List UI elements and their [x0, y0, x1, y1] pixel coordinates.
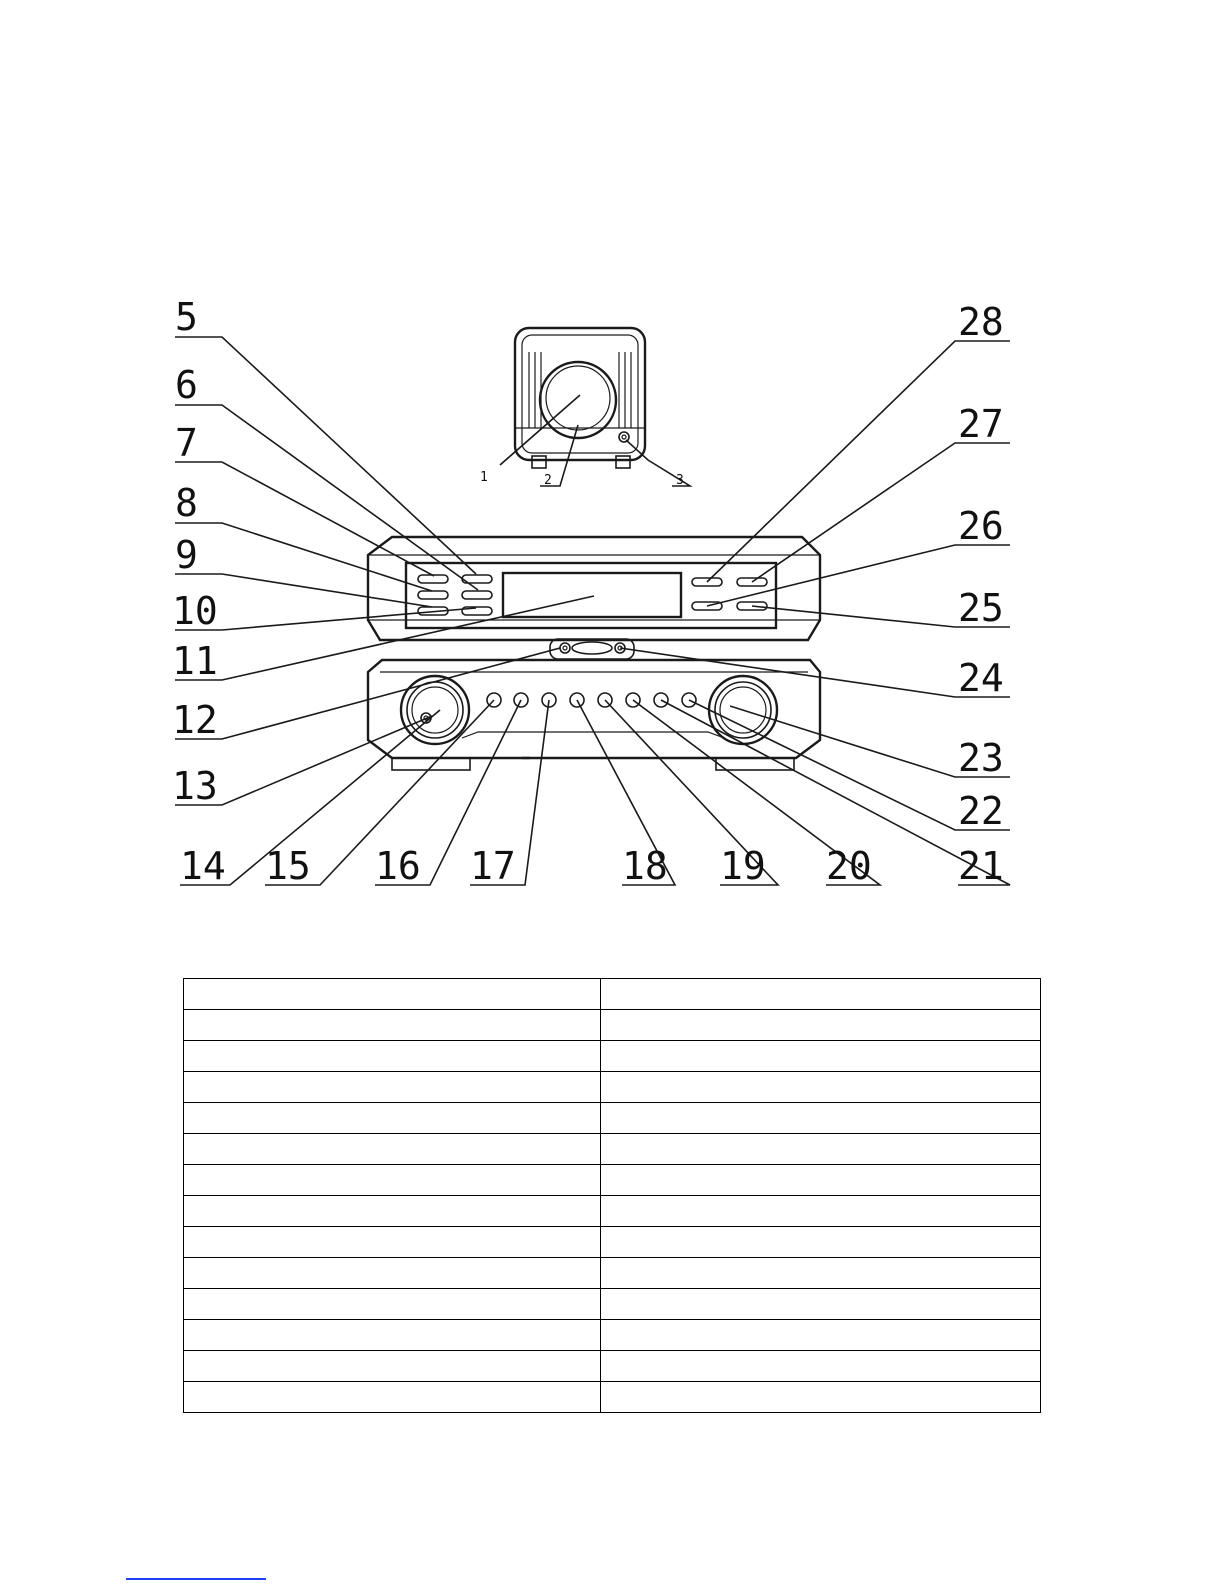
table-row — [184, 1289, 1041, 1320]
table-cell-right — [601, 1134, 1041, 1165]
table-cell-left — [184, 1072, 601, 1103]
callout-20: 20 — [826, 844, 872, 888]
table-row — [184, 1320, 1041, 1351]
table-cell-right — [601, 1320, 1041, 1351]
amplifier-unit — [368, 537, 820, 770]
callout-23: 23 — [958, 736, 1004, 780]
table-cell-right — [601, 1382, 1041, 1413]
table-row — [184, 1041, 1041, 1072]
table-row — [184, 1103, 1041, 1134]
callout-7: 7 — [175, 421, 198, 465]
table-cell-right — [601, 1289, 1041, 1320]
table-row — [184, 1351, 1041, 1382]
table-cell-right — [601, 979, 1041, 1010]
callout-24: 24 — [958, 656, 1004, 700]
table-cell-left — [184, 1382, 601, 1413]
callout-numbers — [172, 295, 1004, 888]
callout-14: 14 — [180, 844, 226, 888]
table-row — [184, 1165, 1041, 1196]
callout-17: 17 — [470, 844, 516, 888]
table-cell-right — [601, 1072, 1041, 1103]
table-cell-left — [184, 1103, 601, 1134]
callout-18: 18 — [622, 844, 668, 888]
parts-table — [183, 978, 1041, 1413]
callout-22: 22 — [958, 789, 1004, 833]
table-cell-left — [184, 1227, 601, 1258]
callout-13: 13 — [172, 764, 218, 808]
table-cell-left — [184, 1351, 601, 1382]
table-cell-right — [601, 1227, 1041, 1258]
table-row — [184, 1227, 1041, 1258]
callout-27: 27 — [958, 402, 1004, 446]
callout-26: 26 — [958, 504, 1004, 548]
table-cell-left — [184, 1196, 601, 1227]
table-cell-left — [184, 1320, 601, 1351]
table-cell-right — [601, 1010, 1041, 1041]
callout-16: 16 — [375, 844, 421, 888]
callout-12: 12 — [172, 698, 218, 742]
table-cell-left — [184, 1041, 601, 1072]
table-row — [184, 1382, 1041, 1413]
table-row — [184, 1134, 1041, 1165]
cd-unit — [515, 328, 645, 468]
callout-1: 1 — [480, 470, 488, 485]
table-cell-left — [184, 1258, 601, 1289]
callout-21: 21 — [958, 844, 1004, 888]
callout-2: 2 — [544, 473, 552, 488]
footer-link-underline[interactable] — [126, 1578, 266, 1580]
callout-lines — [175, 337, 1010, 885]
table-cell-left — [184, 1010, 601, 1041]
table-row — [184, 1196, 1041, 1227]
table-row — [184, 1258, 1041, 1289]
callout-8: 8 — [175, 481, 198, 525]
table-cell-right — [601, 1196, 1041, 1227]
table-cell-right — [601, 1165, 1041, 1196]
table-cell-left — [184, 979, 601, 1010]
callout-11: 11 — [172, 639, 218, 683]
table-cell-right — [601, 1103, 1041, 1134]
callout-10: 10 — [172, 589, 218, 633]
table-row — [184, 1010, 1041, 1041]
callout-28: 28 — [958, 300, 1004, 344]
callout-3: 3 — [676, 473, 684, 488]
callout-15: 15 — [265, 844, 311, 888]
callout-19: 19 — [720, 844, 766, 888]
callout-5: 5 — [175, 295, 198, 339]
table-cell-left — [184, 1134, 601, 1165]
table-cell-left — [184, 1165, 601, 1196]
callout-9: 9 — [175, 533, 198, 577]
callout-25: 25 — [958, 586, 1004, 630]
table-cell-right — [601, 1258, 1041, 1289]
table-row — [184, 979, 1041, 1010]
table-cell-left — [184, 1289, 601, 1320]
table-cell-right — [601, 1041, 1041, 1072]
callout-6: 6 — [175, 363, 198, 407]
table-cell-right — [601, 1351, 1041, 1382]
table-row — [184, 1072, 1041, 1103]
